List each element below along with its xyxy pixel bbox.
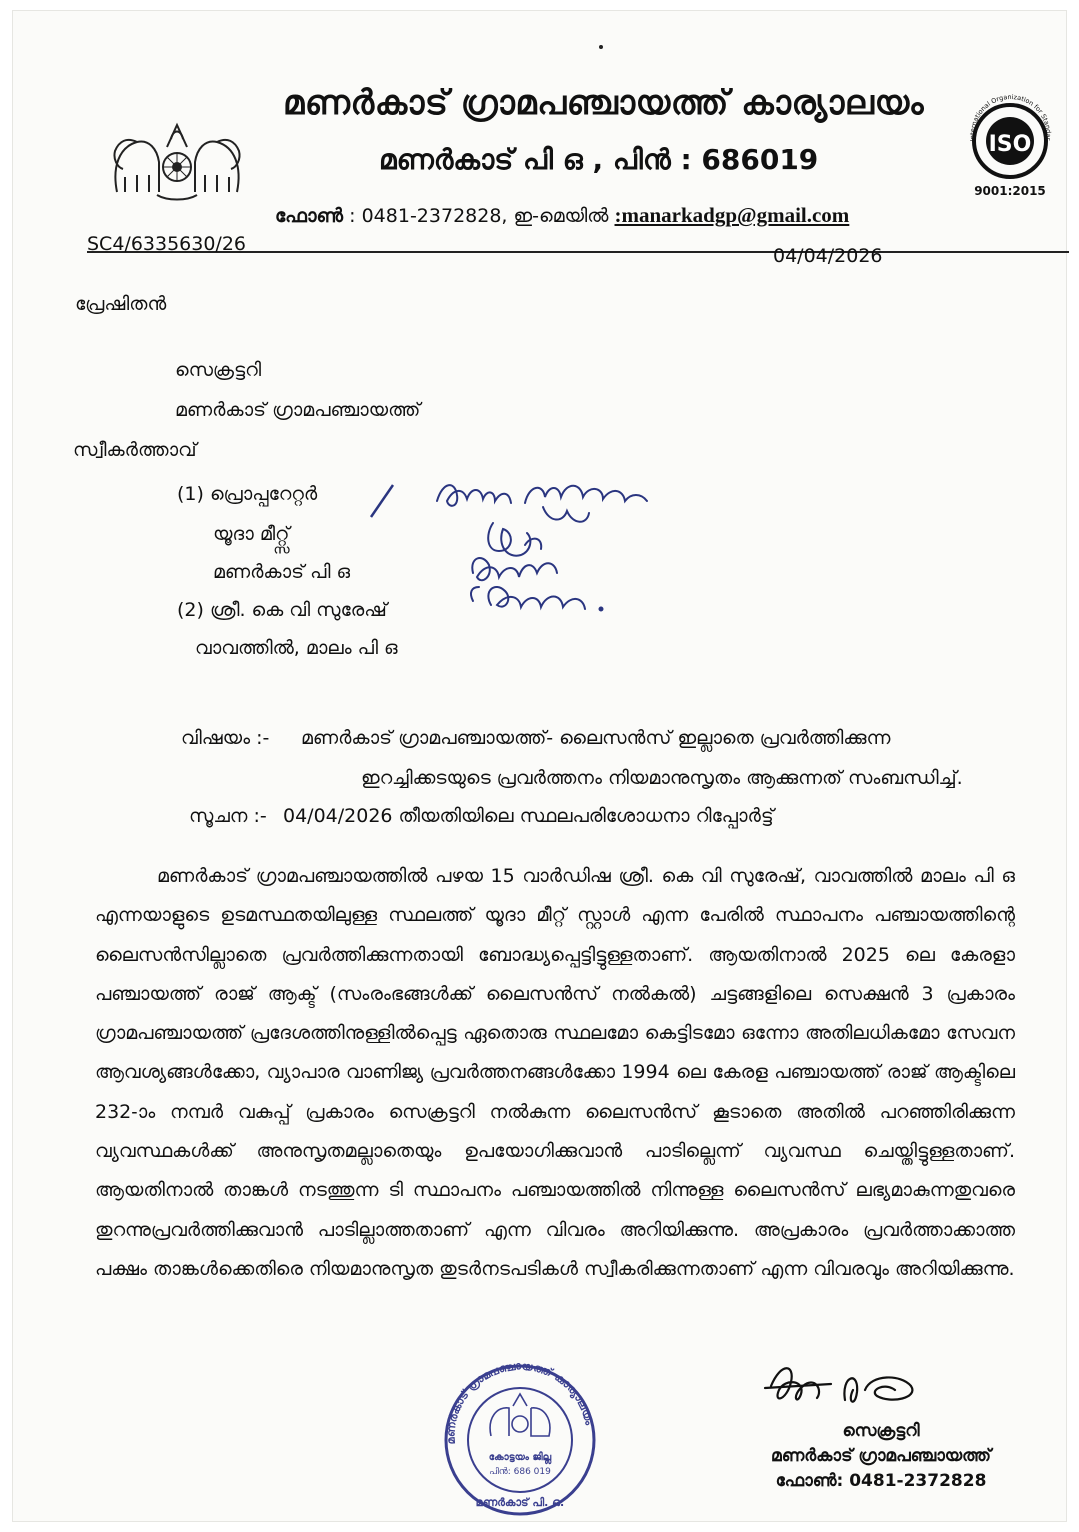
recipient-1-line-1: (1) പ്രൊപ്പറേറ്റർ — [177, 483, 318, 505]
letter-body: മണർകാട് ഗ്രാമപഞ്ചായത്തിൽ പഴയ 15 വാർഡിഷ ശ്രീ. കെ വി സുരേഷ്, വാവത്തിൽ മാലം പി ഒ എന്നയാളുടെ ഉടമസ്ഥതയിലുള്ള സ്ഥലത്ത് യൂദാ മീറ്റ് സ്റ്റാൾ എന്ന പേരിൽ സ്ഥാപനം പഞ്ചായത്തിന്റെ ലൈസൻസില്ലാതെ പ്രവർത്തിക്കുന്നതായി ബോദ്ധ്യപ്പെട്ടിട്ടുള്ളതാണ്. ആയതിനാൽ 2025 ലെ കേരളാ പഞ്ചായത്ത് രാജ് ആക്ട് (സംരംഭങ്ങൾക്ക് ലൈസൻസ് നൽകൽ) ചട്ടങ്ങളിലെ സെക്ഷൻ 3 പ്രകാരം ഗ്രാമപഞ്ചായത്ത് പ്രദേശത്തിനുള്ളിൽപ്പെട്ട ഏതൊരു സ്ഥലമോ കെട്ടിടമോ ഒന്നോ അതിലധികമോ സേവന ആവശ്യങ്ങൾക്കോ, വ്യാപാര വാണിജ്യ പ്രവർത്തനങ്ങൾക്കോ 1994 ലെ കേരള പഞ്ചായത്ത് രാജ് ആക്ടിലെ 232-ാം നമ്പർ വകുപ്പ് പ്രകാരം സെക്രട്ടറി നൽകുന്ന ലൈസൻസ് കൂടാതെ അതിൽ പറഞ്ഞിരിക്കുന്ന വ്യവസ്ഥകൾക്ക് അനുസൃതമല്ലാതെയും ഉപയോഗിക്കുവാൻ പാടില്ലെന്ന് വ്യവസ്ഥ ചെയ്തിട്ടുള്ളതാണ്. ആയതിനാൽ താങ്കൾ നടത്തുന്ന ടി സ്ഥാപനം പഞ്ചായത്തിൽ നിന്നുള്ള ലൈസൻസ് ലഭ്യമാകുന്നതുവരെ തുറന്നുപ്രവർത്തിക്കുവാൻ പാടില്ലാത്തതാണ് എന്ന വിവരം അറിയിക്കുന്നു. അപ്രകാരം പ്രവർത്താക്കാത്ത പക്ഷം താങ്കൾക്കെതിരെ നിയമാനുസൃത തുടർനടപടികൾ സ്വീകരിക്കുന്നതാണ് എന്ന വിവരവും അറിയിക്കുന്നു. — [95, 865, 1015, 1280]
email-address[interactable]: :manarkadgp@gmail.com — [614, 203, 850, 227]
signature-block — [751, 1419, 1011, 1494]
sender-office: മണർകാട് ഗ്രാമപഞ്ചായത്ത് — [175, 399, 421, 421]
office-name: മണർകാട് ഗ്രാമപഞ്ചായത്ത് കാര്യാലയം — [283, 83, 924, 123]
reference-label: സൂചന :- — [189, 805, 267, 827]
iso-certification-logo — [963, 89, 1058, 204]
kerala-emblem-logo — [97, 107, 257, 207]
letter-date: 04/04/2026 — [773, 245, 883, 267]
recipient-2-line-1: (2) ശ്രീ. കെ വി സുരേഷ് — [177, 599, 387, 621]
iso-standard: 9001:2015 — [974, 184, 1046, 198]
reference-number: SC4/6335630/26 — [87, 233, 247, 255]
handwritten-slash — [367, 481, 397, 521]
recipient-2-line-2: വാവത്തിൽ, മാലം പി ഒ — [195, 637, 398, 659]
seal-bottom-text: മണർകാട് പി. ഒ. — [475, 1496, 565, 1509]
contact-line — [275, 203, 849, 228]
seal-ring-text: മണർകാട് ഗ്രാമപഞ്ചായത്ത് കാര്യാലയം — [444, 1359, 596, 1445]
email-label: ഇ-മെയിൽ — [513, 205, 609, 227]
office-seal-stamp — [433, 1356, 608, 1516]
sender-designation: സെക്രട്ടറി — [175, 359, 262, 381]
phone-number: : 0481-2372828, — [349, 205, 508, 227]
recipient-1-line-2: യൂദാ മീറ്റ്സ് — [213, 523, 290, 545]
speck — [599, 45, 603, 49]
phone-label: ഫോൺ — [275, 205, 344, 227]
subject-label: വിഷയം :- — [181, 727, 270, 749]
iso-text: ISO — [988, 132, 1032, 157]
recipient-1-line-3: മണർകാട് പി ഒ — [213, 561, 351, 583]
seal-district: കോട്ടയം ജില്ല — [488, 1452, 552, 1463]
sender-label: പ്രേഷിതൻ — [75, 293, 167, 315]
signatory-designation: സെക്രട്ടറി — [842, 1421, 920, 1441]
seal-pin: പിൻ: 686 019 — [489, 1467, 551, 1477]
iso-ring-text: International Organization for Standar — [968, 92, 1053, 142]
recipient-label: സ്വീകർത്താവ് — [73, 439, 197, 461]
subject-line-1: മണർകാട് ഗ്രാമപഞ്ചായത്ത്- ലൈസൻസ് ഇല്ലാതെ പ്രവർത്തിക്കുന്ന — [301, 727, 891, 749]
letter-page — [12, 10, 1067, 1522]
signatory-office: മണർകാട് ഗ്രാമപഞ്ചായത്ത് — [771, 1446, 991, 1466]
secretary-signature — [761, 1356, 931, 1416]
handwritten-address-note — [433, 473, 663, 633]
office-address: മണർകാട് പി ഒ , പിൻ : 686019 — [379, 143, 819, 176]
signatory-phone: ഫോൺ: 0481-2372828 — [775, 1471, 987, 1491]
subject-line-2: ഇറച്ചിക്കടയുടെ പ്രവർത്തനം നിയമാനുസൃതം ആക്കുന്നത് സംബന്ധിച്ച്. — [361, 767, 963, 789]
reference-text: 04/04/2026 തീയതിയിലെ സ്ഥലപരിശോധനാ റിപ്പോർട്ട് — [283, 805, 774, 827]
